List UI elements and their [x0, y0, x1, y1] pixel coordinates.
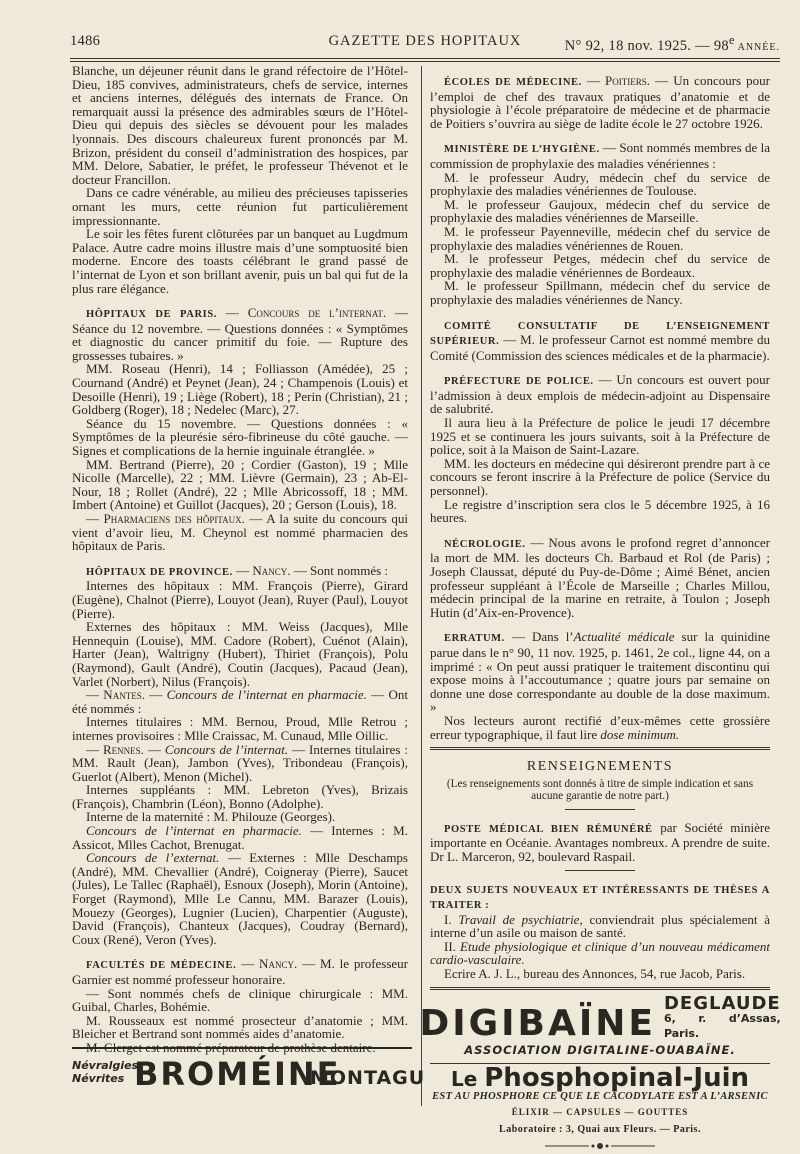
section-rule: [430, 747, 770, 750]
section-comite: COMITÉ CONSULTATIF DE L’ENSEIGNEMENT SUPÉRIEUR. — M. le professeur Carnot est nommé membre du Comité (Commission des sciences médicales et de la pharmacie).: [430, 320, 770, 363]
deglaude-block: DEGLAUDE 6, r. d’Assas, Paris.: [663, 992, 781, 1040]
paragraph: M. le professeur Spillmann, médecin chef du service de prophylaxie des maladies vénériennes de Nancy.: [430, 278, 770, 307]
section-necrologie: NÉCROLOGIE. — Nous avons le profond regret d’annoncer la mort de MM. les docteurs Ch. Barbaud et Rol (de Paris) ; Joseph Claussat, député du Puy-de-Dôme ; Aimé Bénet, ancien professeur suppléant à l’École de Marseille ; Charles Millou, médecin principal de la marine en retraite, à Toulon ; Joseph Hutin (d’Aix-en-Provence).: [430, 534, 770, 620]
section-heading: ERRATUM.: [444, 633, 505, 645]
paragraph: Dans ce cadre vénérable, au milieu des précieuses tapisseries ornant les murs, cette réunion fut particulièrement impressionnante.: [72, 185, 408, 228]
header-rule-2: [70, 61, 780, 62]
paragraph: M. Clerget est nommé préparateur de prothèse dentaire.: [86, 1039, 376, 1055]
paragraph: Concours de l’externat. — Externes : Mlle Deschamps (André), MM. Chevallier (André), Coigneray (Pierre), Saucet (Jules), Le Tallec (Raphaël), Esnoux (Joseph), Morin (Antoine), Forget (Raymond), Mlle Le Cannu, MM. Barazer (Louis), Mouezy (Georges), Lugnier (Lucien), Charpentier (Auguste), David (François), Chanteux (Jacques), Coudray (Bernard), Coux (René), Veron (Yves).: [72, 850, 408, 947]
ornament-icon: [545, 1142, 655, 1150]
section-prefecture: PRÉFECTURE DE POLICE. — Un concours est ouvert pour l’admission à deux emplois de médecin-adjoint au Dispensaire de salubrité.: [430, 372, 770, 417]
section-ministere: MINISTÈRE DE L’HYGIÈNE. — Sont nommés membres de la commission de prophylaxie des maladies vénériennes :: [430, 140, 770, 171]
section-heading: MINISTÈRE DE L’HYGIÈNE.: [444, 144, 600, 156]
phosphopinal-tagline: EST AU PHOSPHORE CE QUE LE CACODYLATE EST A L’ARSENIC: [432, 1090, 768, 1102]
section-heading: POSTE MÉDICAL BIEN RÉMUNÉRÉ: [444, 823, 653, 835]
right-column: [419, 64, 781, 1154]
section-heading: COMITÉ CONSULTATIF DE L’ENSEIGNEMENT SUPÉRIEUR.: [430, 320, 770, 348]
paragraph: II. Etude physiologique et clinique d’un nouveau médicament cardio-vasculaire.: [430, 938, 770, 968]
ornament-divider: [430, 1141, 770, 1154]
bromeine-brand: BROMÉINE: [134, 1055, 341, 1093]
phosphopinal-forms: ÉLIXIR — CAPSULES — GOUTTES: [511, 1107, 689, 1118]
section-heading: FACULTÉS DE MÉDECINE.: [86, 960, 237, 972]
bromeine-maker: MONTAGU: [310, 1067, 426, 1089]
bromeine-indications: Névralgies Névrites: [72, 1059, 139, 1085]
paragraph: — Rennes. — Concours de l’internat. — Internes titulaires : MM. Rault (Jean), Jambon (Yves), Tribondeau (François), Guerlot (Albert), Menon (Michel).: [72, 741, 409, 784]
sujets-heading: DEUX SUJETS NOUVEAUX ET INTÉRESSANTS DE THÈSES A TRAITER :: [430, 884, 770, 912]
paragraph: Le soir les fêtes furent clôturées par un banquet au Lugdmum Palace. Autre cadre moins illustre mais d’une somptuosité bien moderne. Encore des toasts célébrant le grand passé de l’internat de Lyon et son brillant avenir, puis un bal qui fut de la plus rare élégance.: [72, 226, 408, 296]
paragraph: Internes titulaires : MM. Bernou, Proud, Mlle Retrou ; internes provisoires : Mlle Craissac, M. Cunaud, Mlle Oillic.: [72, 714, 408, 743]
digibaine-advert: [419, 992, 781, 1044]
section-ecoles: ÉCOLES DE MÉDECINE. — Poitiers. — Un concours pour l’emploi de chef des travaux pratiques d’anatomie et de physiologie à l’école préparatoire de médecine et de pharmacie de Poitiers s’ouvrira au siège de ladite école le 27 octobre 1926.: [430, 73, 771, 131]
bromeine-advert: [72, 1047, 426, 1099]
section-erratum: ERRATUM. — Dans l’Actualité médicale sur la quinidine parue dans le n° 90, 11 nov. 1925, p. 1461, 2e col., ligne 44, on a imprimé : « On peut aussi pratiquer le traitement discontinu qui expose moins à l’accoutumance ; quatre jours par semaine on donne une dose correspondante au double de la dose maximum. »: [430, 629, 770, 715]
section-facultes: FACULTÉS DE MÉDECINE. — Nancy. — M. le professeur Garnier est nommé professeur honoraire.: [72, 956, 409, 987]
paragraph: MM. Bertrand (Pierre), 20 ; Cordier (Gaston), 19 ; Mlle Nicolle (Marcelle), 22 ; MM. Lièvre (Germain), 23 ; Ab-El-Nour, 18 ; Rollet (André), 22 ; Mlle Abricossoff, 18 ; MM. Imbert (Antoine) et Guillot (Jacques), 20 ; Gerson (Louis), 18.: [72, 456, 408, 513]
section-pharmaciens: — Pharmaciens des hôpitaux. — A la suite du concours qui vient d’avoir lieu, M. Cheynol est nommé pharmacien des hôpitaux de Paris.: [72, 511, 408, 554]
section-heading: HÔPITAUX DE PROVINCE.: [86, 566, 233, 578]
section-hopitaux-paris: HÔPITAUX DE PARIS. — Concours de l’internat. — Séance du 12 novembre. — Questions données : « Symptômes et diagnostic du cancer primitif du foie. — Rupture des grossesses tubaires. »: [72, 305, 408, 363]
digibaine-brand: DIGIBAÏNE: [419, 1002, 656, 1044]
paragraph: Blanche, un déjeuner réunit dans le grand réfectoire de l’Hôtel-Dieu, 185 convives, administrateurs, chefs de service, internes et anciens internes, délégués des internats de France. On remarquait aussi la présence des admirables sœurs de l’Hôtel-Dieu qui depuis des siècles se dévouent pour les malades lyonnais. Des discours chaleureux furent prononcés par M. Brizon, président du conseil d’administration des hospices, par MM. Delore, Sabatier, le préfet, le professeur Thévenot et le docteur Francillon.: [72, 63, 408, 187]
digibaine-subtitle: ASSOCIATION DIGITALINE-OUABAÏNE.: [464, 1042, 736, 1057]
header-rule: [70, 58, 780, 59]
paragraph: Séance du 15 novembre. — Questions données : « Symptômes de la pleurésie séro-fibrineuse du côté gauche. — Signes et complications de la hernie inguinale étranglée. »: [72, 415, 408, 459]
renseignements-title: RENSEIGNEMENTS: [526, 759, 674, 775]
advert-rule: [430, 987, 770, 990]
paragraph: Externes des hôpitaux : MM. Weiss (Jacques), Mlle Hennequin (Louise), MM. Cadore (Robert), Cuénot (Alain), Harter (Jean), Waltrigny (Hubert), Thiriet (François), Polu (Raymond), Gault (André), Coutin (Jacques), Pacaud (Jean), Varlet (Norbert), Nilus (François).: [72, 619, 408, 689]
paragraph: M. le professeur Audry, médecin chef du service de prophylaxie des maladies vénériennes de Toulouse.: [430, 169, 770, 199]
paragraph: Ecrire A. J. L., bureau des Annonces, 54, rue Jacob, Paris.: [444, 966, 746, 982]
paragraph: Internes des hôpitaux : MM. François (Pierre), Girard (Eugène), Chalnot (Pierre), Louyot (Jean), Ruyer (Paul), Louyot (Pierre).: [72, 578, 408, 621]
renseignements-note: (Les renseignements sont donnés à titre de simple indication et sans aucune garantie de notre part.): [446, 777, 754, 803]
column-divider: [421, 66, 422, 1106]
section-heading: ÉCOLES DE MÉDECINE.: [444, 77, 582, 88]
paragraph: M. le professeur Petges, médecin chef du service de prophylaxie des maladie vénériennes de Bordeaux.: [430, 251, 770, 280]
paragraph: M. Rousseaux est nommé prosecteur d’anatomie ; MM. Bleicher et Bertrand sont nommés aides d’anatomie.: [72, 1012, 408, 1042]
paragraph: M. le professeur Gaujoux, médecin chef du service de prophylaxie des maladies vénériennes de Marseille.: [430, 196, 770, 226]
paragraph: Interne de la maternité : M. Philouze (Georges).: [86, 809, 336, 825]
left-column: [72, 64, 408, 1055]
paragraph: Le registre d’inscription sera clos le 5 décembre 1925, à 16 heures.: [430, 496, 770, 526]
paragraph: Il aura lieu à la Préfecture de police le jeudi 17 décembre 1925 et se continuera les jours suivants, soit à la Préfecture de police, soit à la Maison de Saint-Lazare.: [430, 415, 770, 458]
journal-title: GAZETTE DES HOPITAUX: [328, 33, 522, 49]
section-hopitaux-province: HÔPITAUX DE PROVINCE. — Nancy. — Sont nommés :: [86, 562, 389, 578]
page-header: [70, 33, 780, 53]
issue-info: N° 92, 18 nov. 1925. — 98e ANNÉE.: [564, 33, 780, 54]
paragraph: MM. les docteurs en médecine qui désireront prendre part à ce concours se feront inscrire à la Préfecture de police (Service du personnel).: [430, 455, 770, 499]
divider: [565, 870, 635, 871]
section-heading: NÉCROLOGIE.: [444, 538, 526, 550]
paragraph: — Sont nommés chefs de clinique chirurgicale : MM. Guibal, Charles, Bohémie.: [72, 985, 408, 1015]
section-heading: HÔPITAUX DE PARIS.: [86, 309, 217, 321]
divider: [565, 809, 635, 810]
poste-medical-notice: POSTE MÉDICAL BIEN RÉMUNÉRÉ par Société minière importante en Océanie. Avantages nombreux. A prendre de suite. Dr L. Marceron, 92, boulevard Raspail.: [430, 819, 770, 864]
paragraph: Internes suppléants : MM. Lebreton (Yves), Brizais (François), Chambrin (Léon), Bonno (Adolphe).: [72, 782, 408, 811]
paragraph: — Nantes. — Concours de l’internat en pharmacie. — Ont été nommés :: [72, 687, 408, 716]
page-number: 1486: [70, 33, 101, 49]
paragraph: Nos lecteurs auront rectifié d’eux-mêmes cette grossière erreur typographique, il faut lire dose minimum.: [430, 712, 770, 742]
section-heading: PRÉFECTURE DE POLICE.: [444, 376, 594, 388]
phosphopinal-brand: Le Phosphopinal-Juin: [450, 1063, 750, 1094]
paragraph: I. Travail de psychiatrie, conviendrait plus spécialement à interne d’un asile ou maison de santé.: [430, 911, 770, 941]
paragraph: M. le professeur Payenneville, médecin chef du service de prophylaxie des maladies vénériennes de Rouen.: [430, 223, 770, 253]
paragraph: MM. Roseau (Henri), 14 ; Folliasson (Amédée), 25 ; Cournand (André) et Peynet (Jean), 24 ; Champenois (Louis) et Desoille (Henri), 19 ; Liège (Robert), 18 ; Perin (Christian), 21 ; Goldberg (Roger), 18 ; Nedelec (Marc), 27.: [72, 361, 408, 418]
phosphopinal-laboratory: Laboratoire : 3, Quai aux Fleurs. — Paris.: [499, 1124, 701, 1136]
paragraph: Concours de l’internat en pharmacie. — Internes : M. Assicot, Mlles Cachot, Brenugat.: [72, 823, 408, 852]
